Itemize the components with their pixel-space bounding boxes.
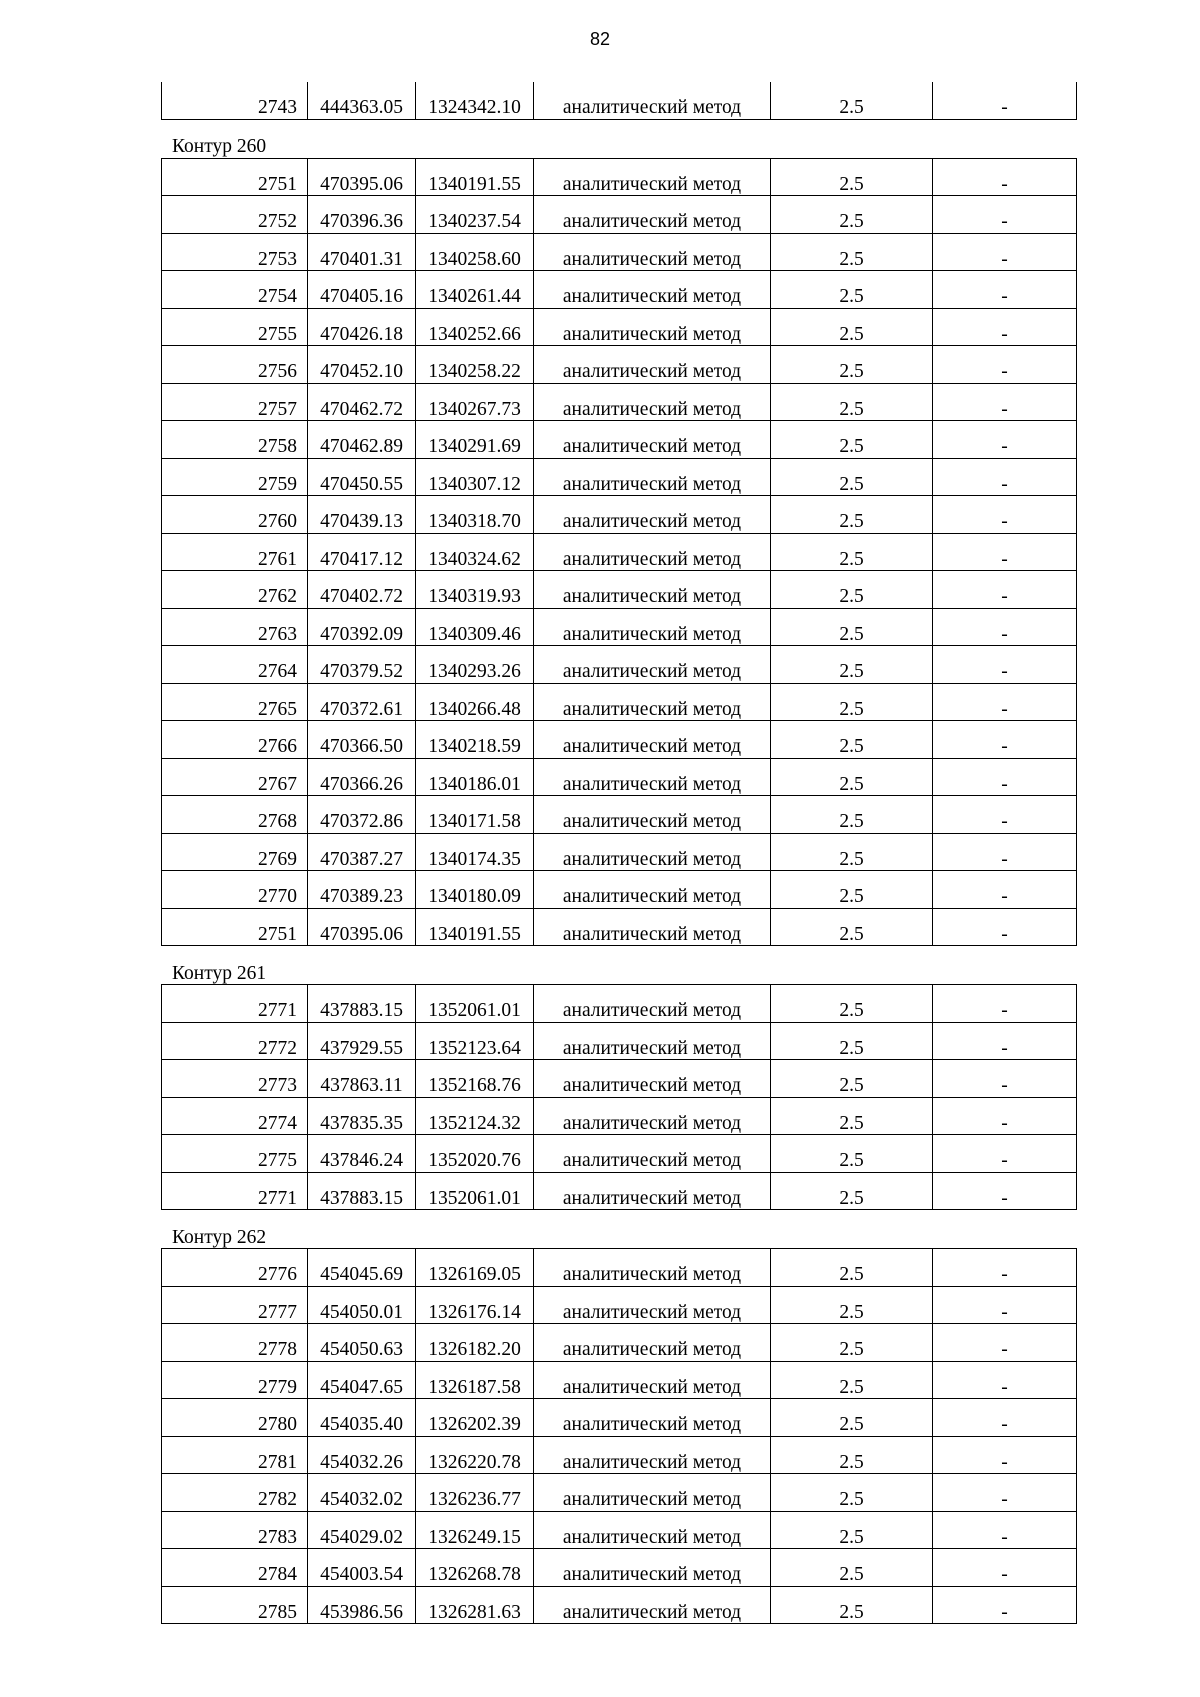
point-number-cell: 2757 xyxy=(162,383,308,421)
method-cell: аналитический метод xyxy=(534,608,771,646)
accuracy-cell: 2.5 xyxy=(771,608,933,646)
y-coordinate-cell: 1340191.55 xyxy=(416,158,534,196)
method-cell: аналитический метод xyxy=(534,1097,771,1135)
note-cell: - xyxy=(933,608,1077,646)
method-cell: аналитический метод xyxy=(534,833,771,871)
table-row xyxy=(162,833,1077,871)
table-row xyxy=(162,1060,1077,1098)
y-coordinate-cell: 1340258.22 xyxy=(416,346,534,384)
coordinates-table xyxy=(161,984,1077,1210)
y-coordinate-cell: 1326182.20 xyxy=(416,1324,534,1362)
table-row xyxy=(162,1549,1077,1587)
x-coordinate-cell: 454050.01 xyxy=(308,1286,416,1324)
x-coordinate-cell: 470372.61 xyxy=(308,683,416,721)
accuracy-cell: 2.5 xyxy=(771,196,933,234)
x-coordinate-cell: 470396.36 xyxy=(308,196,416,234)
method-cell: аналитический метод xyxy=(534,533,771,571)
method-cell: аналитический метод xyxy=(534,796,771,834)
y-coordinate-cell: 1340258.60 xyxy=(416,233,534,271)
method-cell: аналитический метод xyxy=(534,1022,771,1060)
point-number-cell: 2751 xyxy=(162,908,308,946)
y-coordinate-cell: 1324342.10 xyxy=(416,82,534,119)
y-coordinate-cell: 1326202.39 xyxy=(416,1399,534,1437)
x-coordinate-cell: 470439.13 xyxy=(308,496,416,534)
table-row xyxy=(162,196,1077,234)
y-coordinate-cell: 1352020.76 xyxy=(416,1135,534,1173)
x-coordinate-cell: 437929.55 xyxy=(308,1022,416,1060)
x-coordinate-cell: 437835.35 xyxy=(308,1097,416,1135)
x-coordinate-cell: 454029.02 xyxy=(308,1511,416,1549)
point-number-cell: 2755 xyxy=(162,308,308,346)
accuracy-cell: 2.5 xyxy=(771,1022,933,1060)
coordinates-table xyxy=(161,1248,1077,1624)
point-number-cell: 2763 xyxy=(162,608,308,646)
table-row xyxy=(162,421,1077,459)
note-cell: - xyxy=(933,496,1077,534)
y-coordinate-cell: 1340171.58 xyxy=(416,796,534,834)
x-coordinate-cell: 437846.24 xyxy=(308,1135,416,1173)
table-row xyxy=(162,908,1077,946)
method-cell: аналитический метод xyxy=(534,1324,771,1362)
point-number-cell: 2753 xyxy=(162,233,308,271)
y-coordinate-cell: 1352168.76 xyxy=(416,1060,534,1098)
x-coordinate-cell: 470389.23 xyxy=(308,871,416,909)
method-cell: аналитический метод xyxy=(534,1436,771,1474)
accuracy-cell: 2.5 xyxy=(771,346,933,384)
x-coordinate-cell: 470366.26 xyxy=(308,758,416,796)
accuracy-cell: 2.5 xyxy=(771,1286,933,1324)
accuracy-cell: 2.5 xyxy=(771,158,933,196)
y-coordinate-cell: 1326169.05 xyxy=(416,1249,534,1287)
table-row xyxy=(162,1324,1077,1362)
table-row xyxy=(162,1135,1077,1173)
x-coordinate-cell: 437863.11 xyxy=(308,1060,416,1098)
table-row xyxy=(162,1361,1077,1399)
accuracy-cell: 2.5 xyxy=(771,1474,933,1512)
note-cell: - xyxy=(933,1022,1077,1060)
accuracy-cell: 2.5 xyxy=(771,1060,933,1098)
note-cell: - xyxy=(933,1399,1077,1437)
x-coordinate-cell: 470395.06 xyxy=(308,158,416,196)
note-cell: - xyxy=(933,533,1077,571)
accuracy-cell: 2.5 xyxy=(771,758,933,796)
accuracy-cell: 2.5 xyxy=(771,1249,933,1287)
table-row xyxy=(162,1249,1077,1287)
x-coordinate-cell: 454045.69 xyxy=(308,1249,416,1287)
x-coordinate-cell: 470372.86 xyxy=(308,796,416,834)
x-coordinate-cell: 470401.31 xyxy=(308,233,416,271)
note-cell: - xyxy=(933,82,1077,119)
x-coordinate-cell: 470462.72 xyxy=(308,383,416,421)
y-coordinate-cell: 1340218.59 xyxy=(416,721,534,759)
x-coordinate-cell: 470417.12 xyxy=(308,533,416,571)
x-coordinate-cell: 437883.15 xyxy=(308,985,416,1023)
y-coordinate-cell: 1326268.78 xyxy=(416,1549,534,1587)
table-row xyxy=(162,458,1077,496)
note-cell: - xyxy=(933,1172,1077,1210)
note-cell: - xyxy=(933,985,1077,1023)
method-cell: аналитический метод xyxy=(534,1361,771,1399)
note-cell: - xyxy=(933,1474,1077,1512)
accuracy-cell: 2.5 xyxy=(771,908,933,946)
note-cell: - xyxy=(933,646,1077,684)
accuracy-cell: 2.5 xyxy=(771,1097,933,1135)
accuracy-cell: 2.5 xyxy=(771,1399,933,1437)
point-number-cell: 2743 xyxy=(162,82,308,119)
table-row xyxy=(162,608,1077,646)
x-coordinate-cell: 470402.72 xyxy=(308,571,416,609)
coordinates-table xyxy=(161,82,1077,120)
point-number-cell: 2771 xyxy=(162,1172,308,1210)
x-coordinate-cell: 444363.05 xyxy=(308,82,416,119)
accuracy-cell: 2.5 xyxy=(771,308,933,346)
note-cell: - xyxy=(933,908,1077,946)
x-coordinate-cell: 454003.54 xyxy=(308,1549,416,1587)
y-coordinate-cell: 1340180.09 xyxy=(416,871,534,909)
note-cell: - xyxy=(933,233,1077,271)
note-cell: - xyxy=(933,1097,1077,1135)
table-row xyxy=(162,1511,1077,1549)
y-coordinate-cell: 1352061.01 xyxy=(416,985,534,1023)
method-cell: аналитический метод xyxy=(534,196,771,234)
point-number-cell: 2754 xyxy=(162,271,308,309)
note-cell: - xyxy=(933,158,1077,196)
point-number-cell: 2766 xyxy=(162,721,308,759)
y-coordinate-cell: 1340291.69 xyxy=(416,421,534,459)
note-cell: - xyxy=(933,1586,1077,1624)
table-row xyxy=(162,683,1077,721)
method-cell: аналитический метод xyxy=(534,233,771,271)
table-row xyxy=(162,233,1077,271)
page-number: 82 xyxy=(589,29,611,49)
note-cell: - xyxy=(933,1436,1077,1474)
table-row xyxy=(162,383,1077,421)
accuracy-cell: 2.5 xyxy=(771,871,933,909)
contour-title: Контур 261 xyxy=(172,962,267,984)
accuracy-cell: 2.5 xyxy=(771,533,933,571)
y-coordinate-cell: 1340186.01 xyxy=(416,758,534,796)
note-cell: - xyxy=(933,196,1077,234)
x-coordinate-cell: 470462.89 xyxy=(308,421,416,459)
point-number-cell: 2779 xyxy=(162,1361,308,1399)
accuracy-cell: 2.5 xyxy=(771,82,933,119)
method-cell: аналитический метод xyxy=(534,1286,771,1324)
x-coordinate-cell: 437883.15 xyxy=(308,1172,416,1210)
method-cell: аналитический метод xyxy=(534,496,771,534)
note-cell: - xyxy=(933,271,1077,309)
point-number-cell: 2785 xyxy=(162,1586,308,1624)
x-coordinate-cell: 470405.16 xyxy=(308,271,416,309)
table-row xyxy=(162,496,1077,534)
accuracy-cell: 2.5 xyxy=(771,383,933,421)
y-coordinate-cell: 1340237.54 xyxy=(416,196,534,234)
accuracy-cell: 2.5 xyxy=(771,233,933,271)
accuracy-cell: 2.5 xyxy=(771,1172,933,1210)
table-row xyxy=(162,533,1077,571)
method-cell: аналитический метод xyxy=(534,82,771,119)
note-cell: - xyxy=(933,1135,1077,1173)
method-cell: аналитический метод xyxy=(534,383,771,421)
method-cell: аналитический метод xyxy=(534,421,771,459)
contour-title: Контур 260 xyxy=(172,136,267,157)
method-cell: аналитический метод xyxy=(534,308,771,346)
x-coordinate-cell: 454047.65 xyxy=(308,1361,416,1399)
y-coordinate-cell: 1340191.55 xyxy=(416,908,534,946)
note-cell: - xyxy=(933,758,1077,796)
point-number-cell: 2767 xyxy=(162,758,308,796)
point-number-cell: 2769 xyxy=(162,833,308,871)
method-cell: аналитический метод xyxy=(534,683,771,721)
note-cell: - xyxy=(933,721,1077,759)
y-coordinate-cell: 1352124.32 xyxy=(416,1097,534,1135)
accuracy-cell: 2.5 xyxy=(771,1135,933,1173)
point-number-cell: 2784 xyxy=(162,1549,308,1587)
note-cell: - xyxy=(933,1511,1077,1549)
table-row xyxy=(162,1399,1077,1437)
method-cell: аналитический метод xyxy=(534,1511,771,1549)
table-row xyxy=(162,1097,1077,1135)
accuracy-cell: 2.5 xyxy=(771,1549,933,1587)
table-row xyxy=(162,271,1077,309)
point-number-cell: 2752 xyxy=(162,196,308,234)
table-row xyxy=(162,1436,1077,1474)
point-number-cell: 2776 xyxy=(162,1249,308,1287)
accuracy-cell: 2.5 xyxy=(771,683,933,721)
method-cell: аналитический метод xyxy=(534,758,771,796)
x-coordinate-cell: 454035.40 xyxy=(308,1399,416,1437)
accuracy-cell: 2.5 xyxy=(771,421,933,459)
table-row xyxy=(162,1172,1077,1210)
y-coordinate-cell: 1326281.63 xyxy=(416,1586,534,1624)
coordinate-tables xyxy=(161,82,1076,1624)
y-coordinate-cell: 1340261.44 xyxy=(416,271,534,309)
method-cell: аналитический метод xyxy=(534,1060,771,1098)
point-number-cell: 2774 xyxy=(162,1097,308,1135)
method-cell: аналитический метод xyxy=(534,721,771,759)
accuracy-cell: 2.5 xyxy=(771,796,933,834)
x-coordinate-cell: 454032.02 xyxy=(308,1474,416,1512)
method-cell: аналитический метод xyxy=(534,1586,771,1624)
method-cell: аналитический метод xyxy=(534,346,771,384)
point-number-cell: 2772 xyxy=(162,1022,308,1060)
x-coordinate-cell: 470426.18 xyxy=(308,308,416,346)
accuracy-cell: 2.5 xyxy=(771,1586,933,1624)
point-number-cell: 2773 xyxy=(162,1060,308,1098)
table-row xyxy=(162,985,1077,1023)
y-coordinate-cell: 1340324.62 xyxy=(416,533,534,571)
point-number-cell: 2783 xyxy=(162,1511,308,1549)
method-cell: аналитический метод xyxy=(534,1249,771,1287)
method-cell: аналитический метод xyxy=(534,1135,771,1173)
y-coordinate-cell: 1326220.78 xyxy=(416,1436,534,1474)
accuracy-cell: 2.5 xyxy=(771,1436,933,1474)
note-cell: - xyxy=(933,871,1077,909)
table-row xyxy=(162,1022,1077,1060)
note-cell: - xyxy=(933,1324,1077,1362)
accuracy-cell: 2.5 xyxy=(771,985,933,1023)
y-coordinate-cell: 1326249.15 xyxy=(416,1511,534,1549)
table-row xyxy=(162,758,1077,796)
note-cell: - xyxy=(933,796,1077,834)
method-cell: аналитический метод xyxy=(534,571,771,609)
method-cell: аналитический метод xyxy=(534,271,771,309)
point-number-cell: 2781 xyxy=(162,1436,308,1474)
point-number-cell: 2778 xyxy=(162,1324,308,1362)
x-coordinate-cell: 470452.10 xyxy=(308,346,416,384)
point-number-cell: 2762 xyxy=(162,571,308,609)
method-cell: аналитический метод xyxy=(534,158,771,196)
table-row xyxy=(162,1286,1077,1324)
method-cell: аналитический метод xyxy=(534,1474,771,1512)
method-cell: аналитический метод xyxy=(534,646,771,684)
y-coordinate-cell: 1340309.46 xyxy=(416,608,534,646)
x-coordinate-cell: 454032.26 xyxy=(308,1436,416,1474)
table-row xyxy=(162,1474,1077,1512)
accuracy-cell: 2.5 xyxy=(771,1361,933,1399)
point-number-cell: 2768 xyxy=(162,796,308,834)
accuracy-cell: 2.5 xyxy=(771,271,933,309)
contour-title: Контур 262 xyxy=(172,1226,267,1248)
y-coordinate-cell: 1326176.14 xyxy=(416,1286,534,1324)
x-coordinate-cell: 470450.55 xyxy=(308,458,416,496)
note-cell: - xyxy=(933,421,1077,459)
x-coordinate-cell: 470366.50 xyxy=(308,721,416,759)
table-row xyxy=(162,346,1077,384)
table-row xyxy=(162,308,1077,346)
y-coordinate-cell: 1340252.66 xyxy=(416,308,534,346)
accuracy-cell: 2.5 xyxy=(771,458,933,496)
point-number-cell: 2780 xyxy=(162,1399,308,1437)
note-cell: - xyxy=(933,683,1077,721)
y-coordinate-cell: 1326187.58 xyxy=(416,1361,534,1399)
note-cell: - xyxy=(933,346,1077,384)
accuracy-cell: 2.5 xyxy=(771,833,933,871)
y-coordinate-cell: 1352123.64 xyxy=(416,1022,534,1060)
table-row xyxy=(162,82,1077,119)
point-number-cell: 2771 xyxy=(162,985,308,1023)
y-coordinate-cell: 1340319.93 xyxy=(416,571,534,609)
x-coordinate-cell: 470379.52 xyxy=(308,646,416,684)
point-number-cell: 2764 xyxy=(162,646,308,684)
note-cell: - xyxy=(933,1361,1077,1399)
y-coordinate-cell: 1326236.77 xyxy=(416,1474,534,1512)
point-number-cell: 2770 xyxy=(162,871,308,909)
point-number-cell: 2756 xyxy=(162,346,308,384)
point-number-cell: 2777 xyxy=(162,1286,308,1324)
note-cell: - xyxy=(933,571,1077,609)
note-cell: - xyxy=(933,308,1077,346)
method-cell: аналитический метод xyxy=(534,908,771,946)
y-coordinate-cell: 1340266.48 xyxy=(416,683,534,721)
point-number-cell: 2761 xyxy=(162,533,308,571)
y-coordinate-cell: 1352061.01 xyxy=(416,1172,534,1210)
x-coordinate-cell: 453986.56 xyxy=(308,1586,416,1624)
method-cell: аналитический метод xyxy=(534,1549,771,1587)
x-coordinate-cell: 470395.06 xyxy=(308,908,416,946)
accuracy-cell: 2.5 xyxy=(771,1511,933,1549)
accuracy-cell: 2.5 xyxy=(771,496,933,534)
note-cell: - xyxy=(933,833,1077,871)
point-number-cell: 2751 xyxy=(162,158,308,196)
y-coordinate-cell: 1340307.12 xyxy=(416,458,534,496)
note-cell: - xyxy=(933,383,1077,421)
table-row xyxy=(162,721,1077,759)
accuracy-cell: 2.5 xyxy=(771,646,933,684)
point-number-cell: 2758 xyxy=(162,421,308,459)
y-coordinate-cell: 1340318.70 xyxy=(416,496,534,534)
coordinates-table xyxy=(161,158,1077,947)
y-coordinate-cell: 1340293.26 xyxy=(416,646,534,684)
note-cell: - xyxy=(933,1286,1077,1324)
accuracy-cell: 2.5 xyxy=(771,571,933,609)
method-cell: аналитический метод xyxy=(534,985,771,1023)
table-row xyxy=(162,158,1077,196)
table-row xyxy=(162,571,1077,609)
y-coordinate-cell: 1340174.35 xyxy=(416,833,534,871)
point-number-cell: 2759 xyxy=(162,458,308,496)
x-coordinate-cell: 454050.63 xyxy=(308,1324,416,1362)
method-cell: аналитический метод xyxy=(534,871,771,909)
table-row xyxy=(162,646,1077,684)
accuracy-cell: 2.5 xyxy=(771,721,933,759)
note-cell: - xyxy=(933,458,1077,496)
table-row xyxy=(162,796,1077,834)
note-cell: - xyxy=(933,1249,1077,1287)
y-coordinate-cell: 1340267.73 xyxy=(416,383,534,421)
x-coordinate-cell: 470392.09 xyxy=(308,608,416,646)
point-number-cell: 2775 xyxy=(162,1135,308,1173)
note-cell: - xyxy=(933,1060,1077,1098)
point-number-cell: 2782 xyxy=(162,1474,308,1512)
point-number-cell: 2760 xyxy=(162,496,308,534)
x-coordinate-cell: 470387.27 xyxy=(308,833,416,871)
table-row xyxy=(162,1586,1077,1624)
table-row xyxy=(162,871,1077,909)
accuracy-cell: 2.5 xyxy=(771,1324,933,1362)
method-cell: аналитический метод xyxy=(534,1172,771,1210)
point-number-cell: 2765 xyxy=(162,683,308,721)
note-cell: - xyxy=(933,1549,1077,1587)
method-cell: аналитический метод xyxy=(534,458,771,496)
method-cell: аналитический метод xyxy=(534,1399,771,1437)
